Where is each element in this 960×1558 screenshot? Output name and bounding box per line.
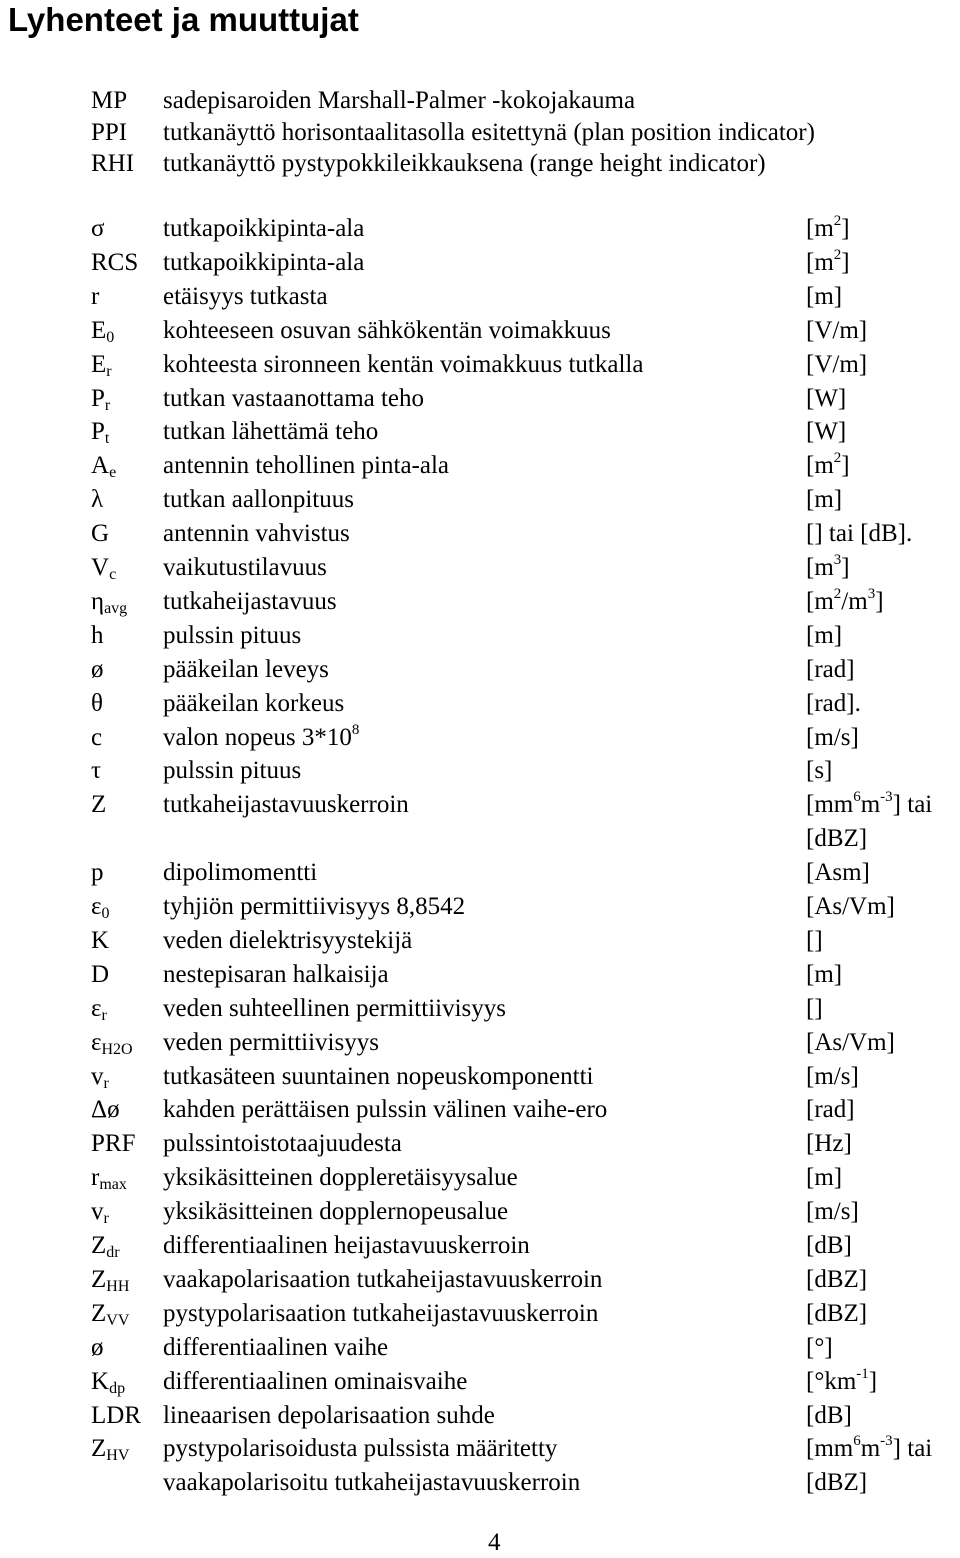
description-text: pystypolarisoidusta pulssista määritetty [163, 1435, 558, 1462]
unit-superscript: 2 [833, 450, 842, 466]
symbol-main: PRF [91, 1130, 136, 1157]
symbol-subscript: r [104, 397, 111, 414]
variable-description [163, 924, 412, 958]
variable-row [0, 788, 960, 822]
unit-text: [V/m] [806, 351, 868, 378]
variable-row [0, 348, 960, 382]
unit-superscript: -1 [856, 1366, 869, 1382]
symbol-main: v [91, 1063, 104, 1090]
unit-tail: ] [841, 215, 850, 242]
unit-text: [m [806, 249, 834, 276]
unit-text: [m] [806, 961, 843, 988]
variable-description [163, 1161, 518, 1195]
description-text: kohteeseen osuvan sähkökentän voimakkuus [163, 317, 611, 344]
variable-description [163, 280, 328, 314]
description-text: lineaarisen depolarisaation suhde [163, 1402, 495, 1429]
variable-description [163, 449, 449, 483]
description-text: pääkeilan leveys [163, 656, 329, 683]
description-text: differentiaalinen ominaisvaihe [163, 1368, 468, 1395]
variable-symbol [91, 212, 104, 246]
variable-symbol [91, 856, 104, 890]
symbol-main: E [91, 351, 107, 378]
symbol-main: h [91, 622, 104, 649]
abbreviation-symbol: MP [91, 87, 128, 114]
variable-description [163, 1026, 379, 1060]
description-text: vaakapolarisoitu tutkaheijastavuuskerroin [163, 1469, 581, 1496]
variable-unit [806, 1195, 859, 1229]
unit-text: [m [806, 452, 834, 479]
variable-description [163, 348, 643, 382]
symbol-main: RCS [91, 249, 139, 276]
description-superscript: 8 [351, 722, 360, 738]
variable-symbol [91, 1399, 141, 1433]
unit-text: [] tai [dB]. [806, 520, 913, 547]
unit-text: [dBZ] [806, 1266, 868, 1293]
variable-description [163, 382, 424, 416]
unit-text: [m [806, 554, 834, 581]
symbol-main: E [91, 317, 107, 344]
variable-symbol [91, 958, 109, 992]
unit-text: [°] [806, 1334, 833, 1361]
variable-symbol [91, 1331, 104, 1365]
symbol-main: v [91, 1198, 104, 1225]
unit-tail: ] [868, 1368, 878, 1395]
variable-description [163, 212, 364, 246]
variable-row [0, 1297, 960, 1331]
symbol-main: Z [91, 1232, 107, 1259]
variable-row [0, 721, 960, 755]
variable-description [163, 754, 301, 788]
unit-superscript: -3 [880, 1433, 893, 1449]
unit-tail: ] [875, 588, 884, 615]
variable-symbol [91, 653, 104, 687]
variable-unit [806, 1432, 932, 1466]
description-text: veden dielektrisyystekijä [163, 927, 413, 954]
symbol-main: λ [91, 486, 104, 513]
abbreviation-description: sadepisaroiden Marshall-Palmer -kokojakauma [163, 87, 636, 114]
variable-description [163, 1331, 388, 1365]
variable-unit [806, 619, 842, 653]
variable-description [163, 1195, 508, 1229]
unit-superscript: 6 [853, 1433, 861, 1449]
description-text: yksikäsitteinen dopplernopeusalue [163, 1198, 509, 1225]
variable-unit [806, 822, 867, 856]
symbol-main: LDR [91, 1402, 141, 1429]
variable-symbol [91, 246, 138, 280]
variable-unit [806, 280, 842, 314]
variable-description [163, 483, 354, 517]
description-text: tyhjiön permittiivisyys 8,8542 [163, 893, 466, 920]
symbol-main: A [91, 452, 110, 479]
description-text: valon nopeus 3*10 [163, 724, 352, 751]
description-text: pulssintoistotaajuudesta [163, 1130, 402, 1157]
symbol-main: ε [91, 995, 102, 1022]
symbol-subscript: dp [109, 1380, 126, 1397]
unit-tail: ] tai [892, 791, 933, 818]
variable-description [163, 1466, 580, 1500]
unit-text: [m/s] [806, 724, 859, 751]
abbreviation-row [0, 147, 960, 181]
variable-description [163, 517, 350, 551]
unit-text: [W] [806, 418, 847, 445]
symbol-subscript: r [103, 1210, 109, 1227]
variable-row [0, 619, 960, 653]
variable-description [163, 1093, 607, 1127]
symbol-main: p [91, 859, 104, 886]
variable-unit [806, 992, 823, 1026]
variable-unit [806, 1026, 895, 1060]
variable-unit [806, 721, 859, 755]
description-text: kohteesta sironneen kentän voimakkuus tutkalla [163, 351, 644, 378]
symbol-main: σ [91, 215, 105, 242]
variable-row [0, 314, 960, 348]
symbol-main: Z [91, 1300, 107, 1327]
variable-unit [806, 856, 870, 890]
symbol-subscript: avg [104, 600, 128, 617]
unit-text: [Hz] [806, 1130, 852, 1157]
variable-description [163, 856, 317, 890]
variable-row [0, 1229, 960, 1263]
unit-text: [dB] [806, 1402, 852, 1429]
unit-text: [W] [806, 385, 847, 412]
unit-text: [m] [806, 622, 843, 649]
variable-description [163, 619, 301, 653]
variable-row [0, 449, 960, 483]
variable-description [163, 992, 506, 1026]
variable-symbol [91, 619, 104, 653]
variable-row [0, 754, 960, 788]
unit-tail: ] [841, 452, 850, 479]
variable-description [163, 1297, 598, 1331]
page-title: Lyhenteet ja muuttujat [8, 1, 359, 38]
unit-text: [s] [806, 757, 833, 784]
symbol-main: τ [91, 757, 102, 784]
description-text: veden permittiivisyys [163, 1029, 379, 1056]
unit-superscript: 2 [833, 213, 842, 229]
symbol-subscript: VV [106, 1312, 130, 1329]
variable-unit [806, 314, 867, 348]
variable-row [0, 958, 960, 992]
abbreviation-row [0, 84, 960, 118]
description-text: pääkeilan korkeus [163, 690, 345, 717]
variable-row [0, 1263, 960, 1297]
symbol-main: ε [91, 893, 102, 920]
description-text: pulssin pituus [163, 757, 302, 784]
variable-row [0, 1365, 960, 1399]
unit-superscript: 3 [867, 586, 876, 602]
description-text: yksikäsitteinen doppleretäisyysalue [163, 1164, 518, 1191]
description-text: tutkapoikkipinta-ala [163, 249, 365, 276]
variable-symbol [91, 721, 102, 755]
symbol-subscript: e [109, 464, 117, 481]
variable-description [163, 1263, 602, 1297]
unit-text: [rad] [806, 656, 855, 683]
variable-unit [806, 483, 842, 517]
variable-row [0, 822, 960, 856]
variable-description [163, 958, 389, 992]
variable-row [0, 1432, 960, 1466]
variable-unit [806, 1297, 867, 1331]
variable-symbol [91, 1127, 135, 1161]
unit-text: [dB] [806, 1232, 852, 1259]
unit-text: [dBZ] [806, 825, 868, 852]
variable-unit [806, 517, 912, 551]
variable-symbol [91, 687, 103, 721]
symbol-subscript: r [101, 1007, 107, 1024]
description-text: pystypolarisaation tutkaheijastavuuskerroin [163, 1300, 599, 1327]
symbol-main: ε [91, 1029, 102, 1056]
variable-row [0, 653, 960, 687]
variable-description [163, 890, 465, 924]
symbol-subscript: HV [106, 1447, 130, 1464]
variable-description [163, 314, 611, 348]
variable-symbol [91, 754, 101, 788]
variable-row [0, 551, 960, 585]
symbol-main: Z [91, 1266, 107, 1293]
symbol-main: r [91, 283, 100, 310]
variable-row [0, 1127, 960, 1161]
unit-text: [m [806, 588, 834, 615]
variable-unit [806, 212, 850, 246]
unit-text: [rad] [806, 1096, 855, 1123]
variable-description [163, 1127, 402, 1161]
unit-text: [] [806, 995, 823, 1022]
variable-unit [806, 1365, 877, 1399]
unit-text: [dBZ] [806, 1469, 868, 1496]
variable-row [0, 1161, 960, 1195]
unit-tail: m [860, 791, 881, 818]
description-text: veden suhteellinen permittiivisyys [163, 995, 506, 1022]
variable-unit [806, 348, 867, 382]
variable-row [0, 280, 960, 314]
unit-text: [As/Vm] [806, 1029, 895, 1056]
unit-superscript: 2 [833, 247, 842, 263]
symbol-subscript: r [103, 1075, 109, 1092]
variable-unit [806, 1127, 852, 1161]
unit-text: [m/s] [806, 1063, 859, 1090]
unit-text: [m] [806, 283, 843, 310]
variable-symbol [91, 788, 106, 822]
variable-symbol [91, 1093, 120, 1127]
variable-symbol [91, 924, 109, 958]
unit-text: [Asm] [806, 859, 870, 886]
page-number: 4 [488, 1529, 501, 1556]
variable-unit [806, 1263, 867, 1297]
unit-text: [V/m] [806, 317, 868, 344]
symbol-main: θ [91, 690, 103, 717]
unit-text: [°km [806, 1368, 857, 1395]
variable-unit [806, 1331, 833, 1365]
variable-row [0, 1331, 960, 1365]
variable-unit [806, 415, 846, 449]
unit-text: [m [806, 215, 834, 242]
variable-description [163, 1229, 530, 1263]
symbol-subscript: 0 [106, 329, 115, 346]
description-text: tutkan lähettämä teho [163, 418, 379, 445]
unit-text: [m] [806, 486, 843, 513]
variable-unit [806, 551, 850, 585]
description-text: antennin vahvistus [163, 520, 350, 547]
symbol-main: c [91, 724, 103, 751]
description-text: differentiaalinen heijastavuuskerroin [163, 1232, 530, 1259]
symbol-main: ø [91, 656, 104, 683]
unit-superscript: 6 [853, 789, 861, 805]
variable-description [163, 721, 359, 755]
symbol-main: P [91, 418, 105, 445]
symbol-main: P [91, 385, 105, 412]
variable-row [0, 687, 960, 721]
variable-description [163, 1399, 495, 1433]
variable-unit [806, 585, 884, 619]
variable-symbol [91, 280, 99, 314]
description-text: nestepisaran halkaisija [163, 961, 389, 988]
symbol-subscript: 0 [101, 905, 110, 922]
variable-row [0, 246, 960, 280]
description-text: vaikutustilavuus [163, 554, 327, 581]
description-text: kahden perättäisen pulssin välinen vaihe-ero [163, 1096, 608, 1123]
variable-unit [806, 1060, 859, 1094]
unit-text: [dBZ] [806, 1300, 868, 1327]
unit-tail: m [860, 1435, 881, 1462]
unit-tail: ] [841, 554, 850, 581]
symbol-main: K [91, 927, 110, 954]
symbol-subscript: max [99, 1176, 127, 1193]
variable-unit [806, 1399, 852, 1433]
unit-superscript: -3 [880, 789, 893, 805]
variable-row [0, 1195, 960, 1229]
symbol-main: Δø [91, 1096, 120, 1123]
variable-row [0, 924, 960, 958]
variable-unit [806, 1229, 852, 1263]
variable-description [163, 551, 327, 585]
variable-unit [806, 1161, 842, 1195]
variable-symbol [91, 483, 103, 517]
symbol-main: Z [91, 1435, 107, 1462]
variable-unit [806, 788, 932, 822]
abbreviation-description: tutkanäyttö pystypokkileikkauksena (range height indicator) [163, 150, 766, 177]
unit-tail: ] tai [892, 1435, 933, 1462]
description-text: tutkan vastaanottama teho [163, 385, 425, 412]
description-text: tutkapoikkipinta-ala [163, 215, 365, 242]
variable-row [0, 992, 960, 1026]
symbol-subscript: H2O [101, 1041, 133, 1058]
variable-description [163, 1365, 467, 1399]
description-text: tutkaheijastavuus [163, 588, 337, 615]
variable-unit [806, 1093, 855, 1127]
variable-unit [806, 687, 861, 721]
unit-text: [] [806, 927, 823, 954]
abbreviation-symbol: PPI [91, 119, 128, 146]
symbol-subscript: t [104, 430, 110, 447]
description-text: etäisyys tutkasta [163, 283, 328, 310]
description-text: pulssin pituus [163, 622, 302, 649]
variable-description [163, 687, 344, 721]
variable-description [163, 585, 337, 619]
unit-text: [mm [806, 791, 854, 818]
description-text: antennin tehollinen pinta-ala [163, 452, 450, 479]
variable-row [0, 517, 960, 551]
variable-unit [806, 1466, 867, 1500]
symbol-main: η [91, 588, 105, 615]
symbol-main: ø [91, 1334, 104, 1361]
description-text: tutkasäteen suuntainen nopeuskomponentti [163, 1063, 594, 1090]
description-text: tutkan aallonpituus [163, 486, 354, 513]
symbol-main: V [91, 554, 110, 581]
variable-description [163, 1432, 557, 1466]
variable-row [0, 415, 960, 449]
symbol-subscript: HH [106, 1278, 130, 1295]
symbol-main: D [91, 961, 110, 988]
variable-description [163, 415, 378, 449]
variable-row [0, 856, 960, 890]
variable-unit [806, 890, 895, 924]
variable-description [163, 1060, 593, 1094]
variable-row [0, 1060, 960, 1094]
unit-text: [m/s] [806, 1198, 859, 1225]
variable-row [0, 382, 960, 416]
unit-superscript: 2 [833, 586, 842, 602]
variable-unit [806, 246, 850, 280]
variable-row [0, 1399, 960, 1433]
unit-tail: ] [841, 249, 850, 276]
description-text: dipolimomentti [163, 859, 318, 886]
abbreviation-row [0, 116, 960, 150]
symbol-main: Z [91, 791, 107, 818]
unit-tail: /m [841, 588, 868, 615]
unit-text: [As/Vm] [806, 893, 895, 920]
abbreviation-symbol: RHI [91, 150, 135, 177]
symbol-main: G [91, 520, 110, 547]
description-text: tutkaheijastavuuskerroin [163, 791, 409, 818]
variable-unit [806, 382, 846, 416]
variable-row [0, 212, 960, 246]
symbol-main: r [91, 1164, 100, 1191]
unit-text: [rad]. [806, 690, 861, 717]
abbreviation-description: tutkanäyttö horisontaalitasolla esitettynä (plan position indicator) [163, 119, 815, 146]
variable-row [0, 1026, 960, 1060]
unit-text: [mm [806, 1435, 854, 1462]
variable-row [0, 585, 960, 619]
variable-unit [806, 958, 842, 992]
variable-row [0, 890, 960, 924]
variable-unit [806, 449, 850, 483]
description-text: differentiaalinen vaihe [163, 1334, 389, 1361]
variable-unit [806, 924, 823, 958]
variable-description [163, 788, 409, 822]
variable-unit [806, 653, 855, 687]
variable-row [0, 483, 960, 517]
variable-symbol [91, 517, 109, 551]
unit-superscript: 3 [833, 552, 842, 568]
symbol-subscript: r [106, 363, 112, 380]
variable-row [0, 1466, 960, 1500]
variable-description [163, 246, 364, 280]
unit-text: [m] [806, 1164, 843, 1191]
description-text: vaakapolarisaation tutkaheijastavuuskerroin [163, 1266, 603, 1293]
variable-unit [806, 754, 832, 788]
symbol-main: K [91, 1368, 110, 1395]
variable-description [163, 653, 329, 687]
variable-row [0, 1093, 960, 1127]
symbol-subscript: c [109, 566, 117, 583]
symbol-subscript: dr [106, 1244, 120, 1261]
